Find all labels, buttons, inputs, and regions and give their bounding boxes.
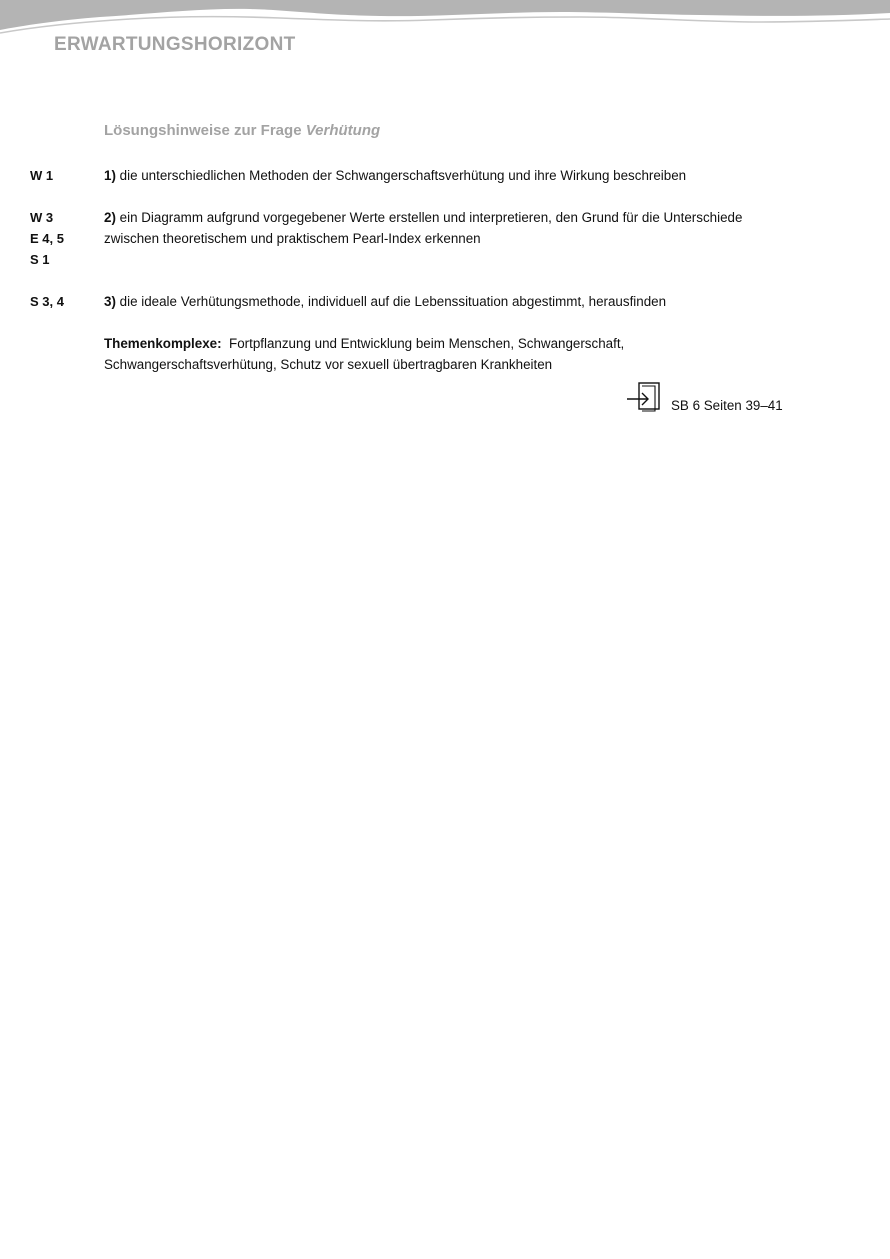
textbook-reference-text: SB 6 Seiten 39–41 (671, 398, 783, 413)
objective-text (104, 207, 794, 249)
objective-number: 2) (104, 210, 116, 225)
topics-label: Themenkomplexe: (104, 336, 222, 351)
objective-text (104, 165, 794, 186)
book-reference-icon (626, 382, 662, 414)
competence-code: W 1 (30, 168, 54, 183)
objective-number: 3) (104, 294, 116, 309)
page-header-title: ERWARTUNGSHORIZONT (54, 34, 296, 55)
section-heading-prefix: Lösungshinweise zur Frage (104, 122, 306, 139)
topics-list: Fortpflanzung und Entwicklung beim Menschen, Schwangerschaft, Schwangerschaftsverhütung, Schutz vor sexuell übertragbaren Krankheiten (104, 336, 628, 372)
textbook-reference (626, 382, 796, 414)
objective-description: die ideale Verhütungsmethode, individuell auf die Lebenssituation abgestimmt, herausfinden (115, 294, 667, 309)
topics-text (104, 333, 664, 375)
competence-code: W 3 (30, 210, 54, 225)
section-heading-topic: Verhütung (305, 122, 381, 139)
competence-codes (30, 165, 100, 186)
competence-code: E 4, 5 (30, 231, 64, 246)
section-heading (104, 122, 380, 139)
objective-text (104, 291, 794, 312)
competence-codes (30, 291, 100, 312)
objective-number: 1) (104, 168, 116, 183)
competence-code: S 1 (30, 252, 50, 267)
competence-code: S 3, 4 (30, 294, 64, 309)
objective-description: ein Diagramm aufgrund vorgegebener Werte erstellen und interpretieren, den Grund für die Unterschiede zwischen theoretischem und praktischem Pearl-Index erkennen (104, 210, 743, 246)
objective-description: die unterschiedlichen Methoden der Schwangerschaftsverhütung und ihre Wirkung beschreiben (115, 168, 687, 183)
competence-codes (30, 207, 100, 270)
